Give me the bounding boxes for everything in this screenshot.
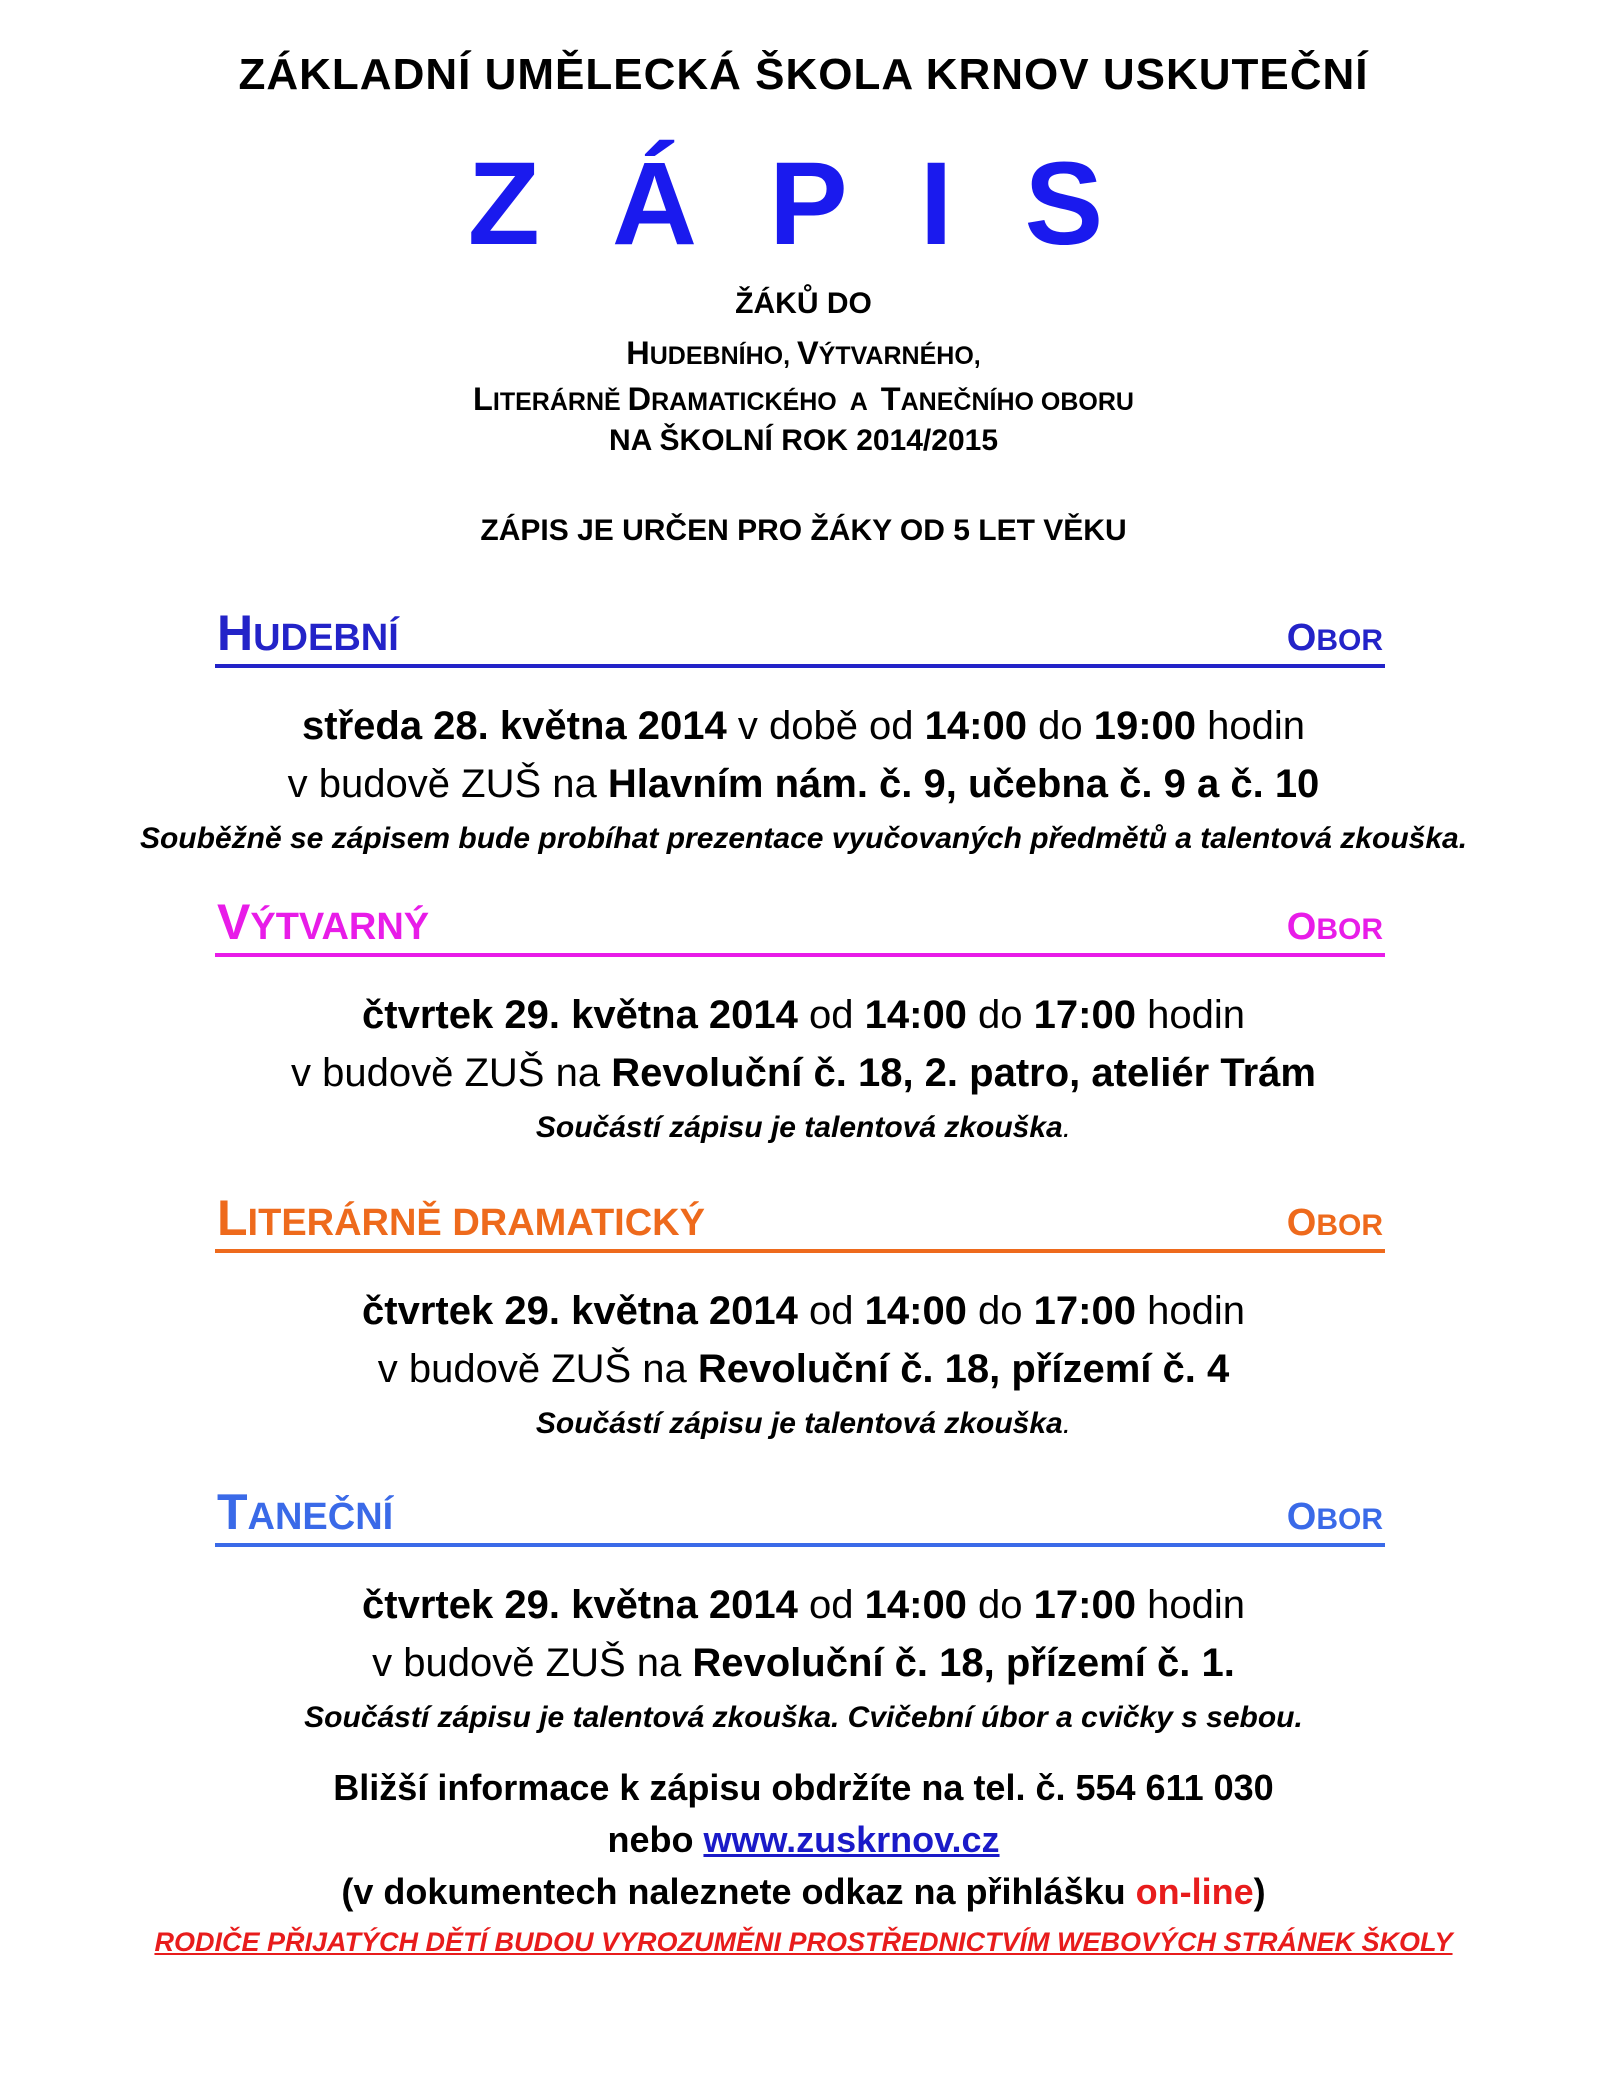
section-header [215,1191,1385,1253]
section-note: Součástí zápisu je talentová zkouška. [535,1407,1072,1440]
section-header [215,895,1385,957]
website-line: nebo www.zuskrnov.cz [607,1819,1000,1860]
docs-note: (v dokumentech naleznete odkaz na přihlášku on-line) [341,1871,1266,1912]
section-name: HUDEBNÍ [217,605,399,661]
contact-info: Bližší informace k zápisu obdržíte na tel. č. 554 611 030 [333,1767,1274,1808]
section-location: v budově ZUŠ na Revoluční č. 18, přízemí č. 1. [372,1641,1235,1685]
section-date-time: čtvrtek 29. května 2014 od 14:00 do 17:00 hodin [362,1289,1245,1333]
section-name: TANEČNÍ [217,1484,394,1540]
subtitle-fields-2: LITERÁRNĚ DRAMATICKÉHO A TANEČNÍHO OBORU [473,381,1134,417]
section-name: LITERÁRNĚ DRAMATICKÝ [217,1190,705,1246]
section-obor-label: OBOR [1286,1496,1383,1538]
subtitle-students: ŽÁKŮ DO [735,287,872,320]
section-obor-label: OBOR [1286,1202,1383,1244]
section-date-time: čtvrtek 29. května 2014 od 14:00 do 17:00 hodin [362,1583,1245,1627]
age-note: ZÁPIS JE URČEN PRO ŽÁKY OD 5 LET VĚKU [480,514,1127,547]
subtitle-fields-1: HUDEBNÍHO, VÝTVARNÉHO, [626,335,981,371]
website-link[interactable]: www.zuskrnov.cz [703,1819,1000,1860]
school-name: ZÁKLADNÍ UMĚLECKÁ ŠKOLA KRNOV USKUTEČNÍ [238,50,1369,99]
section-date-time: středa 28. května 2014 v době od 14:00 do 19:00 hodin [302,704,1305,748]
section-date-time: čtvrtek 29. května 2014 od 14:00 do 17:00 hodin [362,993,1245,1037]
section-location: v budově ZUŠ na Hlavním nám. č. 9, učebna č. 9 a č. 10 [287,762,1320,806]
page-title: ZÁPIS [467,138,1176,270]
section-location: v budově ZUŠ na Revoluční č. 18, 2. patro, ateliér Trám [291,1051,1316,1095]
school-year: NA ŠKOLNÍ ROK 2014/2015 [608,424,999,457]
section-note: Součástí zápisu je talentová zkouška. Cvičební úbor a cvičky s sebou. [304,1701,1303,1734]
parents-notice: RODIČE PŘIJATÝCH DĚTÍ BUDOU VYROZUMĚNI PROSTŘEDNICTVÍM WEBOVÝCH STRÁNEK ŠKOLY [154,1927,1453,1957]
section-obor-label: OBOR [1286,906,1383,948]
section-header [215,1485,1385,1547]
section-header [215,606,1385,668]
section-name: VÝTVARNÝ [217,894,430,950]
section-location: v budově ZUŠ na Revoluční č. 18, přízemí č. 4 [377,1347,1230,1391]
section-note: Souběžně se zápisem bude probíhat prezentace vyučovaných předmětů a talentová zkouška. [139,822,1468,855]
online-label: on-line [1135,1871,1254,1912]
section-obor-label: OBOR [1286,617,1383,659]
section-note: Součástí zápisu je talentová zkouška. [535,1111,1072,1144]
